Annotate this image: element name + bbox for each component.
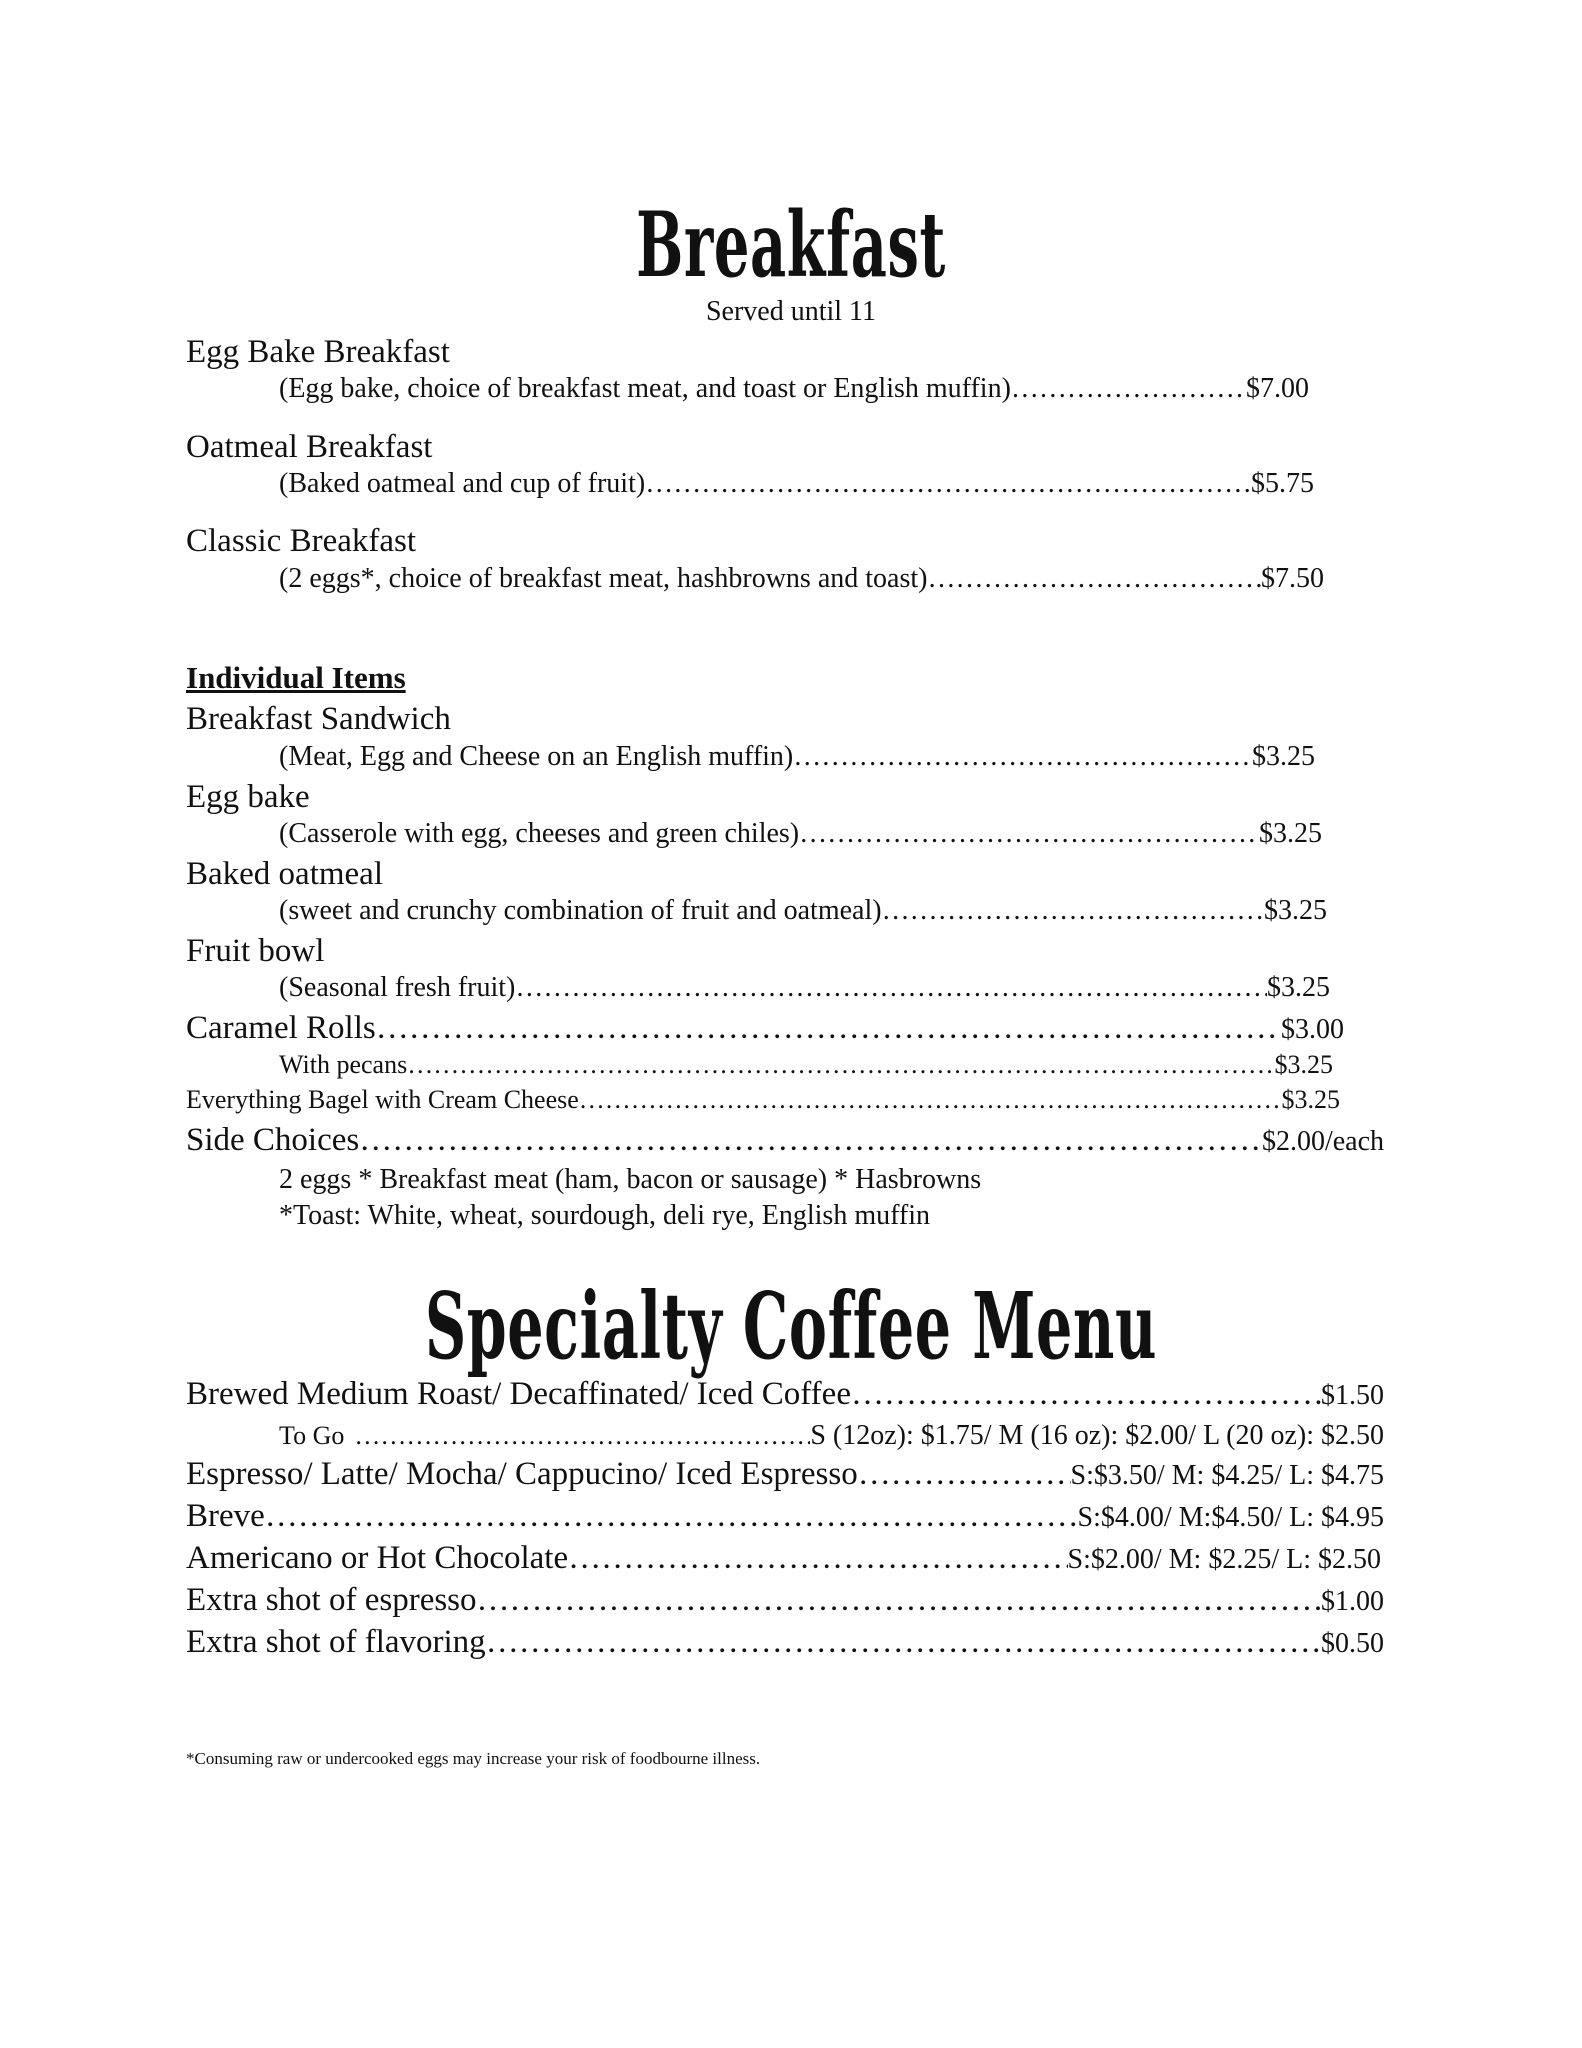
combo-name: Oatmeal Breakfast xyxy=(186,429,433,465)
side-choices-line: *Toast: White, wheat, sourdough, deli rye, English muffin xyxy=(279,1200,931,1231)
leader-dots xyxy=(568,1542,1067,1575)
coffee-row xyxy=(186,1626,1384,1659)
combo-price: $5.75 xyxy=(1251,468,1314,499)
coffee-row xyxy=(186,1584,1384,1617)
leader-dots xyxy=(579,1087,1282,1113)
combo-desc: (2 eggs*, choice of breakfast meat, hashbrowns and toast) xyxy=(279,563,928,594)
bagel-row xyxy=(186,1087,1340,1113)
leader-dots xyxy=(359,1124,1262,1157)
leader-dots xyxy=(515,974,1267,1002)
item-desc: (Meat, Egg and Cheese on an English muffin) xyxy=(279,741,794,772)
leader-dots xyxy=(1011,375,1246,403)
item-row xyxy=(279,820,1322,848)
combo-desc: (Baked oatmeal and cup of fruit) xyxy=(279,468,646,499)
item-row xyxy=(279,897,1327,925)
item-price: $3.00 xyxy=(1281,1014,1344,1045)
combo-desc: (Egg bake, choice of breakfast meat, and toast or English muffin) xyxy=(279,373,1011,404)
coffee-row xyxy=(186,1378,1384,1411)
item-desc: (Casserole with egg, cheeses and green chiles) xyxy=(279,818,800,849)
coffee-price: $1.50 xyxy=(1321,1380,1384,1411)
coffee-name: Extra shot of flavoring xyxy=(186,1624,486,1660)
leader-dots xyxy=(799,820,1259,848)
coffee-name: Extra shot of espresso xyxy=(186,1582,477,1618)
combo-row xyxy=(279,470,1314,498)
combo-name: Egg Bake Breakfast xyxy=(186,334,450,370)
item-price: $3.25 xyxy=(1252,741,1315,772)
item-price: $3.25 xyxy=(1264,895,1327,926)
item-name: Egg bake xyxy=(186,779,310,815)
individual-items-heading: Individual Items xyxy=(186,660,406,695)
item-price: $2.00/each xyxy=(1261,1126,1384,1157)
coffee-price: S:$2.00/ M: $2.25/ L: $2.50 xyxy=(1067,1544,1381,1575)
caramel-rolls-row xyxy=(186,1012,1344,1045)
coffee-price: $0.50 xyxy=(1321,1628,1384,1659)
coffee-price: S:$3.50/ M: $4.25/ L: $4.75 xyxy=(1070,1460,1384,1491)
coffee-row xyxy=(186,1458,1384,1491)
item-name: With pecans xyxy=(279,1050,408,1079)
combo-row xyxy=(279,375,1309,403)
combo-name: Classic Breakfast xyxy=(186,523,417,559)
side-choices-row xyxy=(186,1124,1384,1157)
leader-dots xyxy=(851,1378,1321,1411)
item-name: Everything Bagel with Cream Cheese xyxy=(186,1085,579,1114)
coffee-price: $1.00 xyxy=(1321,1586,1384,1617)
leader-dots xyxy=(927,565,1261,593)
coffee-price: S:$4.00/ M:$4.50/ L: $4.95 xyxy=(1077,1502,1384,1533)
item-row xyxy=(279,974,1330,1002)
combo-row xyxy=(279,565,1324,593)
side-choices-line: 2 eggs * Breakfast meat (ham, bacon or sausage) * Hasbrowns xyxy=(279,1164,982,1195)
item-name: Fruit bowl xyxy=(186,933,325,969)
coffee-row xyxy=(279,1422,1384,1450)
leader-dots xyxy=(265,1500,1078,1533)
leader-dots xyxy=(486,1626,1321,1659)
item-name: Caramel Rolls xyxy=(186,1010,376,1046)
leader-dots xyxy=(354,1423,810,1449)
coffee-name: Brewed Medium Roast/ Decaffinated/ Iced Coffee xyxy=(186,1376,851,1412)
leader-dots xyxy=(882,897,1264,925)
pecans-row xyxy=(279,1052,1333,1078)
combo-price: $7.50 xyxy=(1261,563,1324,594)
coffee-name: Espresso/ Latte/ Mocha/ Cappucino/ Iced Espresso xyxy=(186,1456,858,1492)
footnote: *Consuming raw or undercooked eggs may increase your risk of foodbourne illness. xyxy=(186,1749,761,1768)
coffee-title: Specialty Coffee Menu xyxy=(424,1272,1158,1380)
combo-price: $7.00 xyxy=(1246,373,1309,404)
leader-dots xyxy=(407,1052,1274,1078)
breakfast-title: Breakfast xyxy=(636,192,946,298)
leader-dots xyxy=(477,1584,1321,1617)
breakfast-subtitle: Served until 11 xyxy=(705,296,877,327)
item-price: $3.25 xyxy=(1259,818,1322,849)
coffee-name: To Go xyxy=(279,1421,345,1450)
item-row xyxy=(279,743,1315,771)
coffee-name: Breve xyxy=(186,1498,265,1534)
leader-dots xyxy=(376,1012,1281,1045)
coffee-row xyxy=(186,1542,1381,1575)
leader-dots xyxy=(858,1458,1071,1491)
coffee-row xyxy=(186,1500,1384,1533)
coffee-name: Americano or Hot Chocolate xyxy=(186,1540,569,1576)
item-price: $3.25 xyxy=(1267,972,1330,1003)
item-name: Baked oatmeal xyxy=(186,856,384,892)
item-price: $3.25 xyxy=(1274,1050,1333,1079)
item-desc: (Seasonal fresh fruit) xyxy=(279,972,516,1003)
leader-dots xyxy=(645,470,1251,498)
coffee-price: S (12oz): $1.75/ M (16 oz): $2.00/ L (20 oz): $2.50 xyxy=(810,1420,1384,1451)
item-name: Side Choices xyxy=(186,1122,360,1158)
leader-dots xyxy=(793,743,1252,771)
item-name: Breakfast Sandwich xyxy=(186,701,451,737)
item-price: $3.25 xyxy=(1281,1085,1340,1114)
item-desc: (sweet and crunchy combination of fruit and oatmeal) xyxy=(279,895,882,926)
